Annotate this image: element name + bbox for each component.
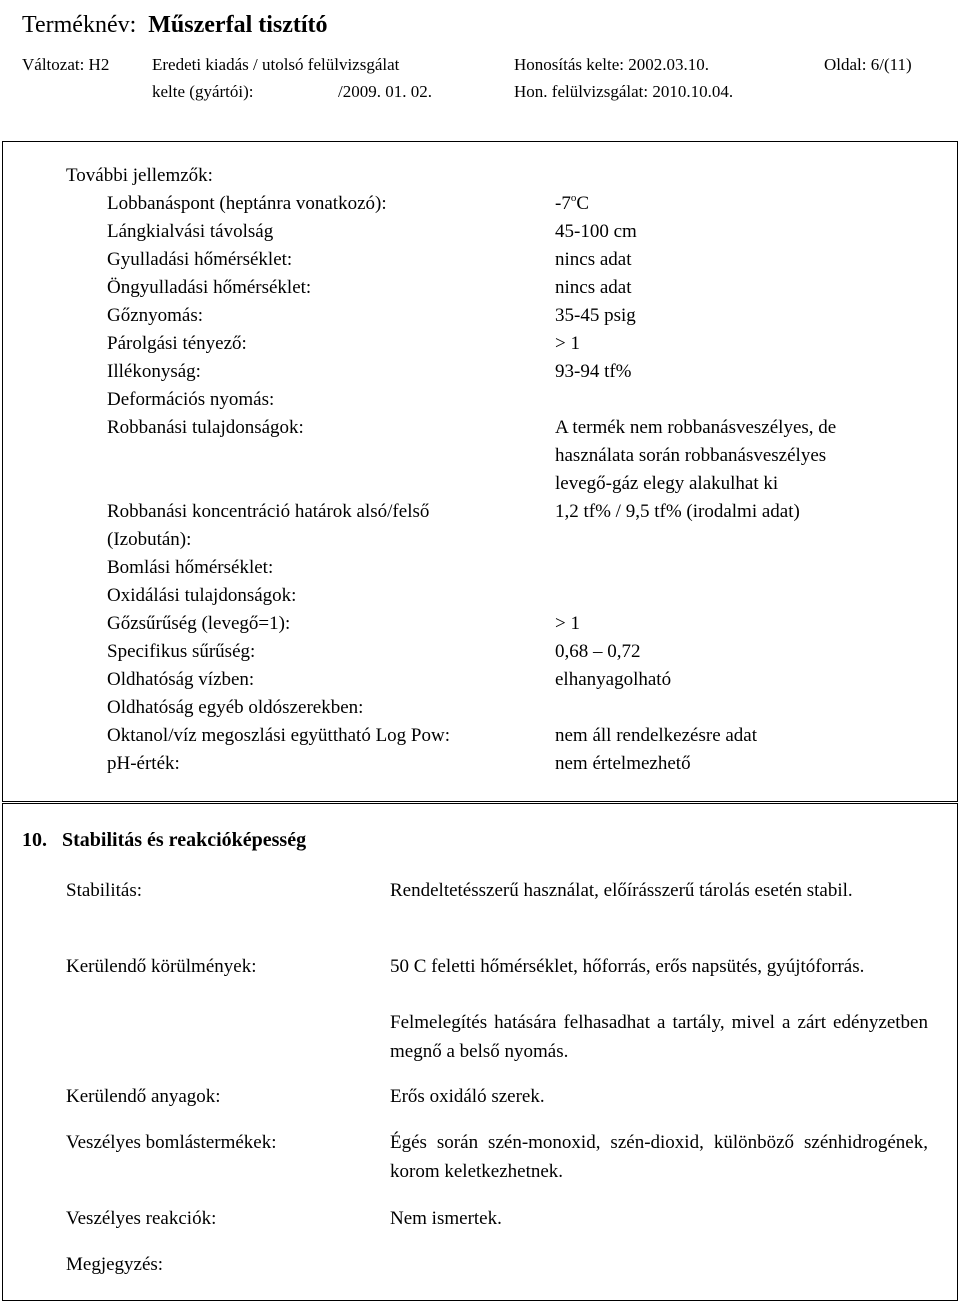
property-label: Robbanási tulajdonságok: (107, 417, 304, 438)
issue-label: Eredeti kiadás / utolsó felülvizsgálat (152, 55, 400, 74)
property-value: 1,2 tf% / 9,5 tf% (irodalmi adat) (555, 501, 800, 522)
conditions-to-avoid-text-2: Felmelegítés hatására felhasadhat a tartály, mivel a zárt edényzetben megnő a belső nyomás. (390, 1012, 928, 1062)
product-label: Terméknév: (22, 12, 137, 38)
property-value: A termék nem robbanásveszélyes, de (555, 417, 837, 438)
property-label: Gőznyomás: (107, 305, 204, 326)
section-title-text: Stabilitás és reakcióképesség (62, 829, 307, 851)
property-value: elhanyagolható (555, 669, 672, 690)
product-name: Műszerfal tisztító (148, 12, 328, 38)
property-label: Illékonyság: (107, 361, 201, 382)
localization-date: Honosítás kelte: 2002.03.10. (514, 55, 710, 74)
properties-heading: További jellemzők: (66, 165, 213, 186)
property-label: Gőzsűrűség (levegő=1): (107, 613, 291, 634)
issue-label-2: kelte (gyártói): (152, 82, 254, 101)
property-label: Oktanol/víz megoszlási együttható Log Pow: (107, 725, 451, 746)
property-value: 0,68 – 0,72 (555, 641, 641, 662)
stability-text: Rendeltetésszerű használat, előírásszerű tárolás esetén stabil. (390, 880, 853, 901)
section-title (22, 829, 306, 852)
property-value: 35-45 psig (555, 305, 636, 326)
property-value: > 1 (555, 333, 580, 354)
property-label: Gyulladási hőmérséklet: (107, 249, 293, 270)
property-value: > 1 (555, 613, 580, 634)
hazardous-reactions-text: Nem ismertek. (390, 1208, 502, 1229)
property-label: Specifikus sűrűség: (107, 641, 256, 662)
property-label: Deformációs nyomás: (107, 389, 275, 410)
property-value: nem értelmezhető (555, 753, 691, 774)
property-value: levegő-gáz elegy alakulhat ki (555, 473, 779, 494)
property-label: Párolgási tényező: (107, 333, 247, 354)
property-label: Oldhatóság egyéb oldószerekben: (107, 697, 364, 718)
hazardous-reactions-label: Veszélyes reakciók: (66, 1208, 217, 1229)
property-value: nincs adat (555, 277, 632, 298)
issue-date: /2009. 01. 02. (338, 82, 432, 101)
property-label: Oxidálási tulajdonságok: (107, 585, 297, 606)
localization-review-date: Hon. felülvizsgálat: 2010.10.04. (514, 82, 734, 101)
hazardous-decomposition-label: Veszélyes bomlástermékek: (66, 1132, 277, 1153)
hazardous-decomposition-text: Égés során szén-monoxid, szén-dioxid, különböző szénhidrogének, korom keletkezhetnek. (390, 1132, 928, 1182)
version: Változat: H2 (22, 55, 110, 74)
product-name-line (22, 12, 328, 39)
page-number: Oldal: 6/(11) (824, 55, 912, 74)
property-label: Lobbanáspont (heptánra vonatkozó): (107, 193, 387, 214)
property-label: Lángkialvási távolság (107, 221, 274, 242)
materials-to-avoid-label: Kerülendő anyagok: (66, 1086, 221, 1107)
note-label: Megjegyzés: (66, 1254, 164, 1275)
property-value: 45-100 cm (555, 221, 637, 242)
property-label: (Izobután): (107, 529, 192, 550)
property-value: nincs adat (555, 249, 632, 270)
property-label: Bomlási hőmérséklet: (107, 557, 274, 578)
materials-to-avoid-text: Erős oxidáló szerek. (390, 1086, 545, 1107)
property-value: -7$^o$C (555, 192, 590, 214)
property-label: Öngyulladási hőmérséklet: (107, 277, 312, 298)
property-label: Oldhatóság vízben: (107, 669, 255, 690)
conditions-to-avoid-text: 50 C feletti hőmérséklet, hőforrás, erős napsütés, gyújtóforrás. (390, 956, 865, 977)
property-value: 93-94 tf% (555, 361, 632, 382)
stability-label: Stabilitás: (66, 880, 142, 901)
property-value: nem áll rendelkezésre adat (555, 725, 758, 746)
property-label: Robbanási koncentráció határok alsó/felső (107, 501, 430, 522)
property-label: pH-érték: (107, 753, 180, 774)
property-value: használata során robbanásveszélyes (555, 445, 827, 466)
conditions-to-avoid-label: Kerülendő körülmények: (66, 956, 257, 977)
section-number: 10. (22, 829, 47, 851)
